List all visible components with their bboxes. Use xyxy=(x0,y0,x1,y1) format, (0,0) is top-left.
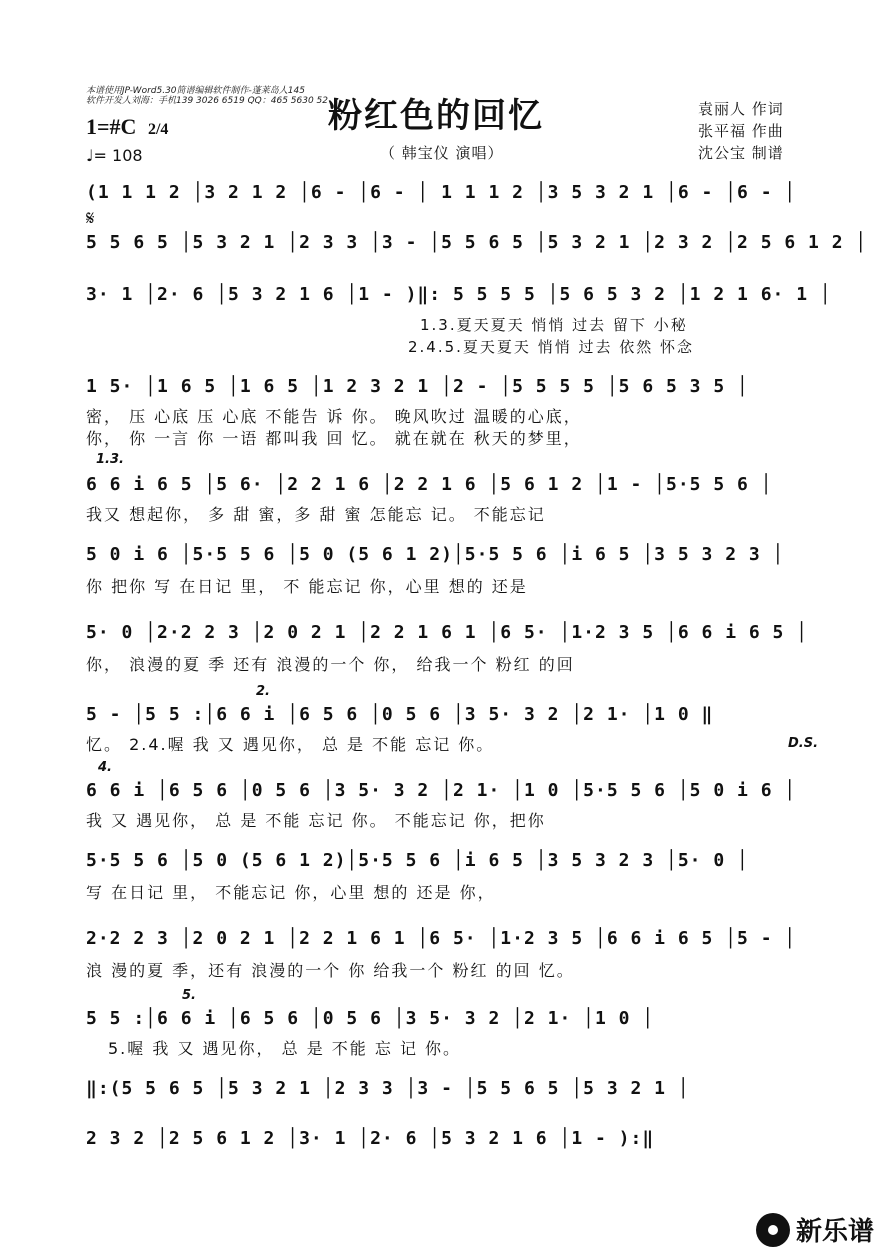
staff-row-1: (1 1 1 2 │3 2 1 2 │6 - │6 - │ 1 1 1 2 │3 5 3 2 1 │6 - │6 - │ xyxy=(86,182,797,203)
lyricist-credit: 袁丽人 作词 xyxy=(698,100,784,118)
singer-credit: （ 韩宝仪 演唱） xyxy=(380,144,504,162)
lyric-row-5: 我又 想起你， 多 甜 蜜，多 甜 蜜 怎能忘 记。 不能忘记 xyxy=(86,505,546,524)
staff-row-3: 3· 1 │2· 6 │5 3 2 1 6 │1 - )‖: 5 5 5 5 │5 6 5 3 2 │1 2 1 6· 1 │ xyxy=(86,284,832,305)
volta-1-3: 1.3. xyxy=(96,452,124,467)
lyric-row-3b: 2.4.5.夏天夏天 悄悄 过去 依然 怀念 xyxy=(408,338,695,356)
volta-2: 2. xyxy=(256,684,270,699)
lyric-row-8: 忆。 2.4.喔 我 又 遇见你， 总 是 不能 忘记 你。 xyxy=(86,735,495,754)
staff-row-7: 5· 0 │2·2 2 3 │2 0 2 1 │2 2 1 6 1 │6 5· │1·2 3 5 │6 6 i 6 5 │ xyxy=(86,622,809,643)
staff-row-13: ‖:(5 5 6 5 │5 3 2 1 │2 3 3 │3 - │5 5 6 5 │5 3 2 1 │ xyxy=(86,1078,690,1099)
composer-credit: 张平福 作曲 xyxy=(698,122,784,140)
lyric-row-4a: 密， 压 心底 压 心底 不能告 诉 你。 晚风吹过 温暖的心底， xyxy=(86,407,582,426)
staff-row-12: 5 5 :│6 6 i │6 5 6 │0 5 6 │3 5· 3 2 │2 1· │1 0 │ xyxy=(86,1008,655,1029)
software-line-1: 本谱使用JP-Word5.30简谱编辑软件制作-蓬莱岛人145 xyxy=(86,86,305,96)
lyric-row-10: 写 在日记 里， 不能忘记 你，心里 想的 还是 你， xyxy=(86,883,496,902)
staff-row-2: 5 5 6 5 │5 3 2 1 │2 3 3 │3 - │5 5 6 5 │5 3 2 1 │2 3 2 │2 5 6 1 2 │ xyxy=(86,232,868,253)
tempo-marking: ♩= 108 xyxy=(86,146,143,165)
staff-row-6: 5 0 i 6 │5·5 5 6 │5 0 (5 6 1 2)│5·5 5 6 │i 6 5 │3 5 3 2 3 │ xyxy=(86,544,785,565)
staff-row-9: 6 6 i │6 5 6 │0 5 6 │3 5· 3 2 │2 1· │1 0 │5·5 5 6 │5 0 i 6 │ xyxy=(86,780,797,801)
credits-block xyxy=(698,98,784,164)
arranger-credit: 沈公宝 制谱 xyxy=(698,144,784,162)
time-signature: 2/4 xyxy=(147,121,169,138)
software-credit xyxy=(86,86,328,106)
staff-row-4: 1 5· │1 6 5 │1 6 5 │1 2 3 2 1 │2 - │5 5 5 5 │5 6 5 3 5 │ xyxy=(86,376,749,397)
logo-text: 新乐谱 xyxy=(795,1217,874,1247)
software-line-2: 软件开发人刘海：手机139 3026 6519 QQ：465 5630 52 xyxy=(86,96,328,106)
segno-mark: 𝄋 xyxy=(86,206,95,230)
lyric-row-7: 你， 浪漫的夏 季 还有 浪漫的一个 你， 给我一个 粉红 的回 xyxy=(86,655,575,674)
lyric-row-11: 浪 漫的夏 季，还有 浪漫的一个 你 给我一个 粉红 的回 忆。 xyxy=(86,961,575,980)
record-disc-icon xyxy=(756,1213,790,1247)
lyric-row-3a: 1.3.夏天夏天 悄悄 过去 留下 小秘 xyxy=(420,316,688,334)
staff-row-11: 2·2 2 3 │2 0 2 1 │2 2 1 6 1 │6 5· │1·2 3 5 │6 6 i 6 5 │5 - │ xyxy=(86,928,797,949)
ds-mark: D.S. xyxy=(788,736,819,751)
lyric-row-6: 你 把你 写 在日记 里， 不 能忘记 你，心里 想的 还是 xyxy=(86,577,528,596)
lyric-row-12: 5.喔 我 又 遇见你， 总 是 不能 忘 记 你。 xyxy=(108,1039,462,1058)
staff-row-8: 5 - │5 5 :│6 6 i │6 5 6 │0 5 6 │3 5· 3 2 │2 1· │1 0 ‖ xyxy=(86,704,714,725)
volta-5: 5. xyxy=(182,988,196,1003)
key-label: 1=#C xyxy=(86,114,137,139)
lyric-row-9: 我 又 遇见你， 总 是 不能 忘记 你。 不能忘记 你，把你 xyxy=(86,811,546,830)
key-signature xyxy=(86,114,168,140)
site-logo xyxy=(756,1211,874,1248)
volta-4: 4. xyxy=(98,760,112,775)
staff-row-14: 2 3 2 │2 5 6 1 2 │3· 1 │2· 6 │5 3 2 1 6 │1 - ):‖ xyxy=(86,1128,655,1149)
staff-row-10: 5·5 5 6 │5 0 (5 6 1 2)│5·5 5 6 │i 6 5 │3 5 3 2 3 │5· 0 │ xyxy=(86,850,749,871)
song-title: 粉红色的回忆 xyxy=(328,96,544,136)
staff-row-5: 6 6 i 6 5 │5 6· │2 2 1 6 │2 2 1 6 │5 6 1 2 │1 - │5·5 5 6 │ xyxy=(86,474,773,495)
lyric-row-4b: 你， 你 一言 你 一语 都叫我 回 忆。 就在就在 秋天的梦里， xyxy=(86,429,582,448)
